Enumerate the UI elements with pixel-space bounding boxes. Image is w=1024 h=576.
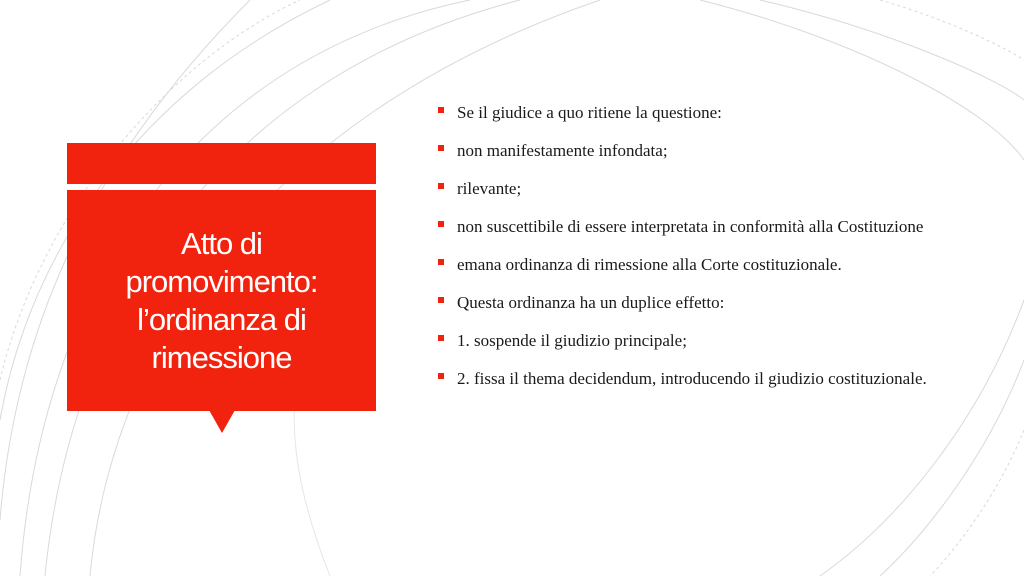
bullet-text: non manifestamente infondata; xyxy=(457,141,668,160)
bullet-item xyxy=(438,289,978,316)
square-bullet-icon xyxy=(438,373,444,379)
bullet-text: Se il giudice a quo ritiene la questione: xyxy=(457,103,722,122)
slide-title-line: Atto di xyxy=(181,225,262,261)
square-bullet-icon xyxy=(438,145,444,151)
bullet-text: non suscettibile di essere interpretata in conformità alla Costituzione xyxy=(457,217,924,236)
bullet-item xyxy=(438,175,978,202)
slide-title-line: l’ordinanza di xyxy=(137,301,306,337)
bullet-item xyxy=(438,251,978,278)
title-pointer-arrow xyxy=(209,410,235,433)
bullet-text: 2. fissa il thema decidendum, introducendo il giudizio costituzionale. xyxy=(457,369,927,388)
slide-title xyxy=(92,225,352,377)
square-bullet-icon xyxy=(438,221,444,227)
bullet-text: rilevante; xyxy=(457,179,522,198)
square-bullet-icon xyxy=(438,107,444,113)
bullet-text: Questa ordinanza ha un duplice effetto: xyxy=(457,293,725,312)
square-bullet-icon xyxy=(438,183,444,189)
bullet-item xyxy=(438,365,978,392)
title-box xyxy=(67,190,376,411)
bullet-item xyxy=(438,213,978,240)
bullet-text: emana ordinanza di rimessione alla Corte costituzionale. xyxy=(457,255,842,274)
title-accent-bar xyxy=(67,143,376,184)
bullet-list xyxy=(438,99,978,403)
square-bullet-icon xyxy=(438,335,444,341)
bullet-item xyxy=(438,137,978,164)
bullet-item xyxy=(438,327,978,354)
square-bullet-icon xyxy=(438,297,444,303)
slide-title-line: rimessione xyxy=(151,339,292,375)
slide-title-line: promovimento: xyxy=(125,263,318,299)
bullet-text: 1. sospende il giudizio principale; xyxy=(457,331,687,350)
square-bullet-icon xyxy=(438,259,444,265)
bullet-item xyxy=(438,99,978,126)
